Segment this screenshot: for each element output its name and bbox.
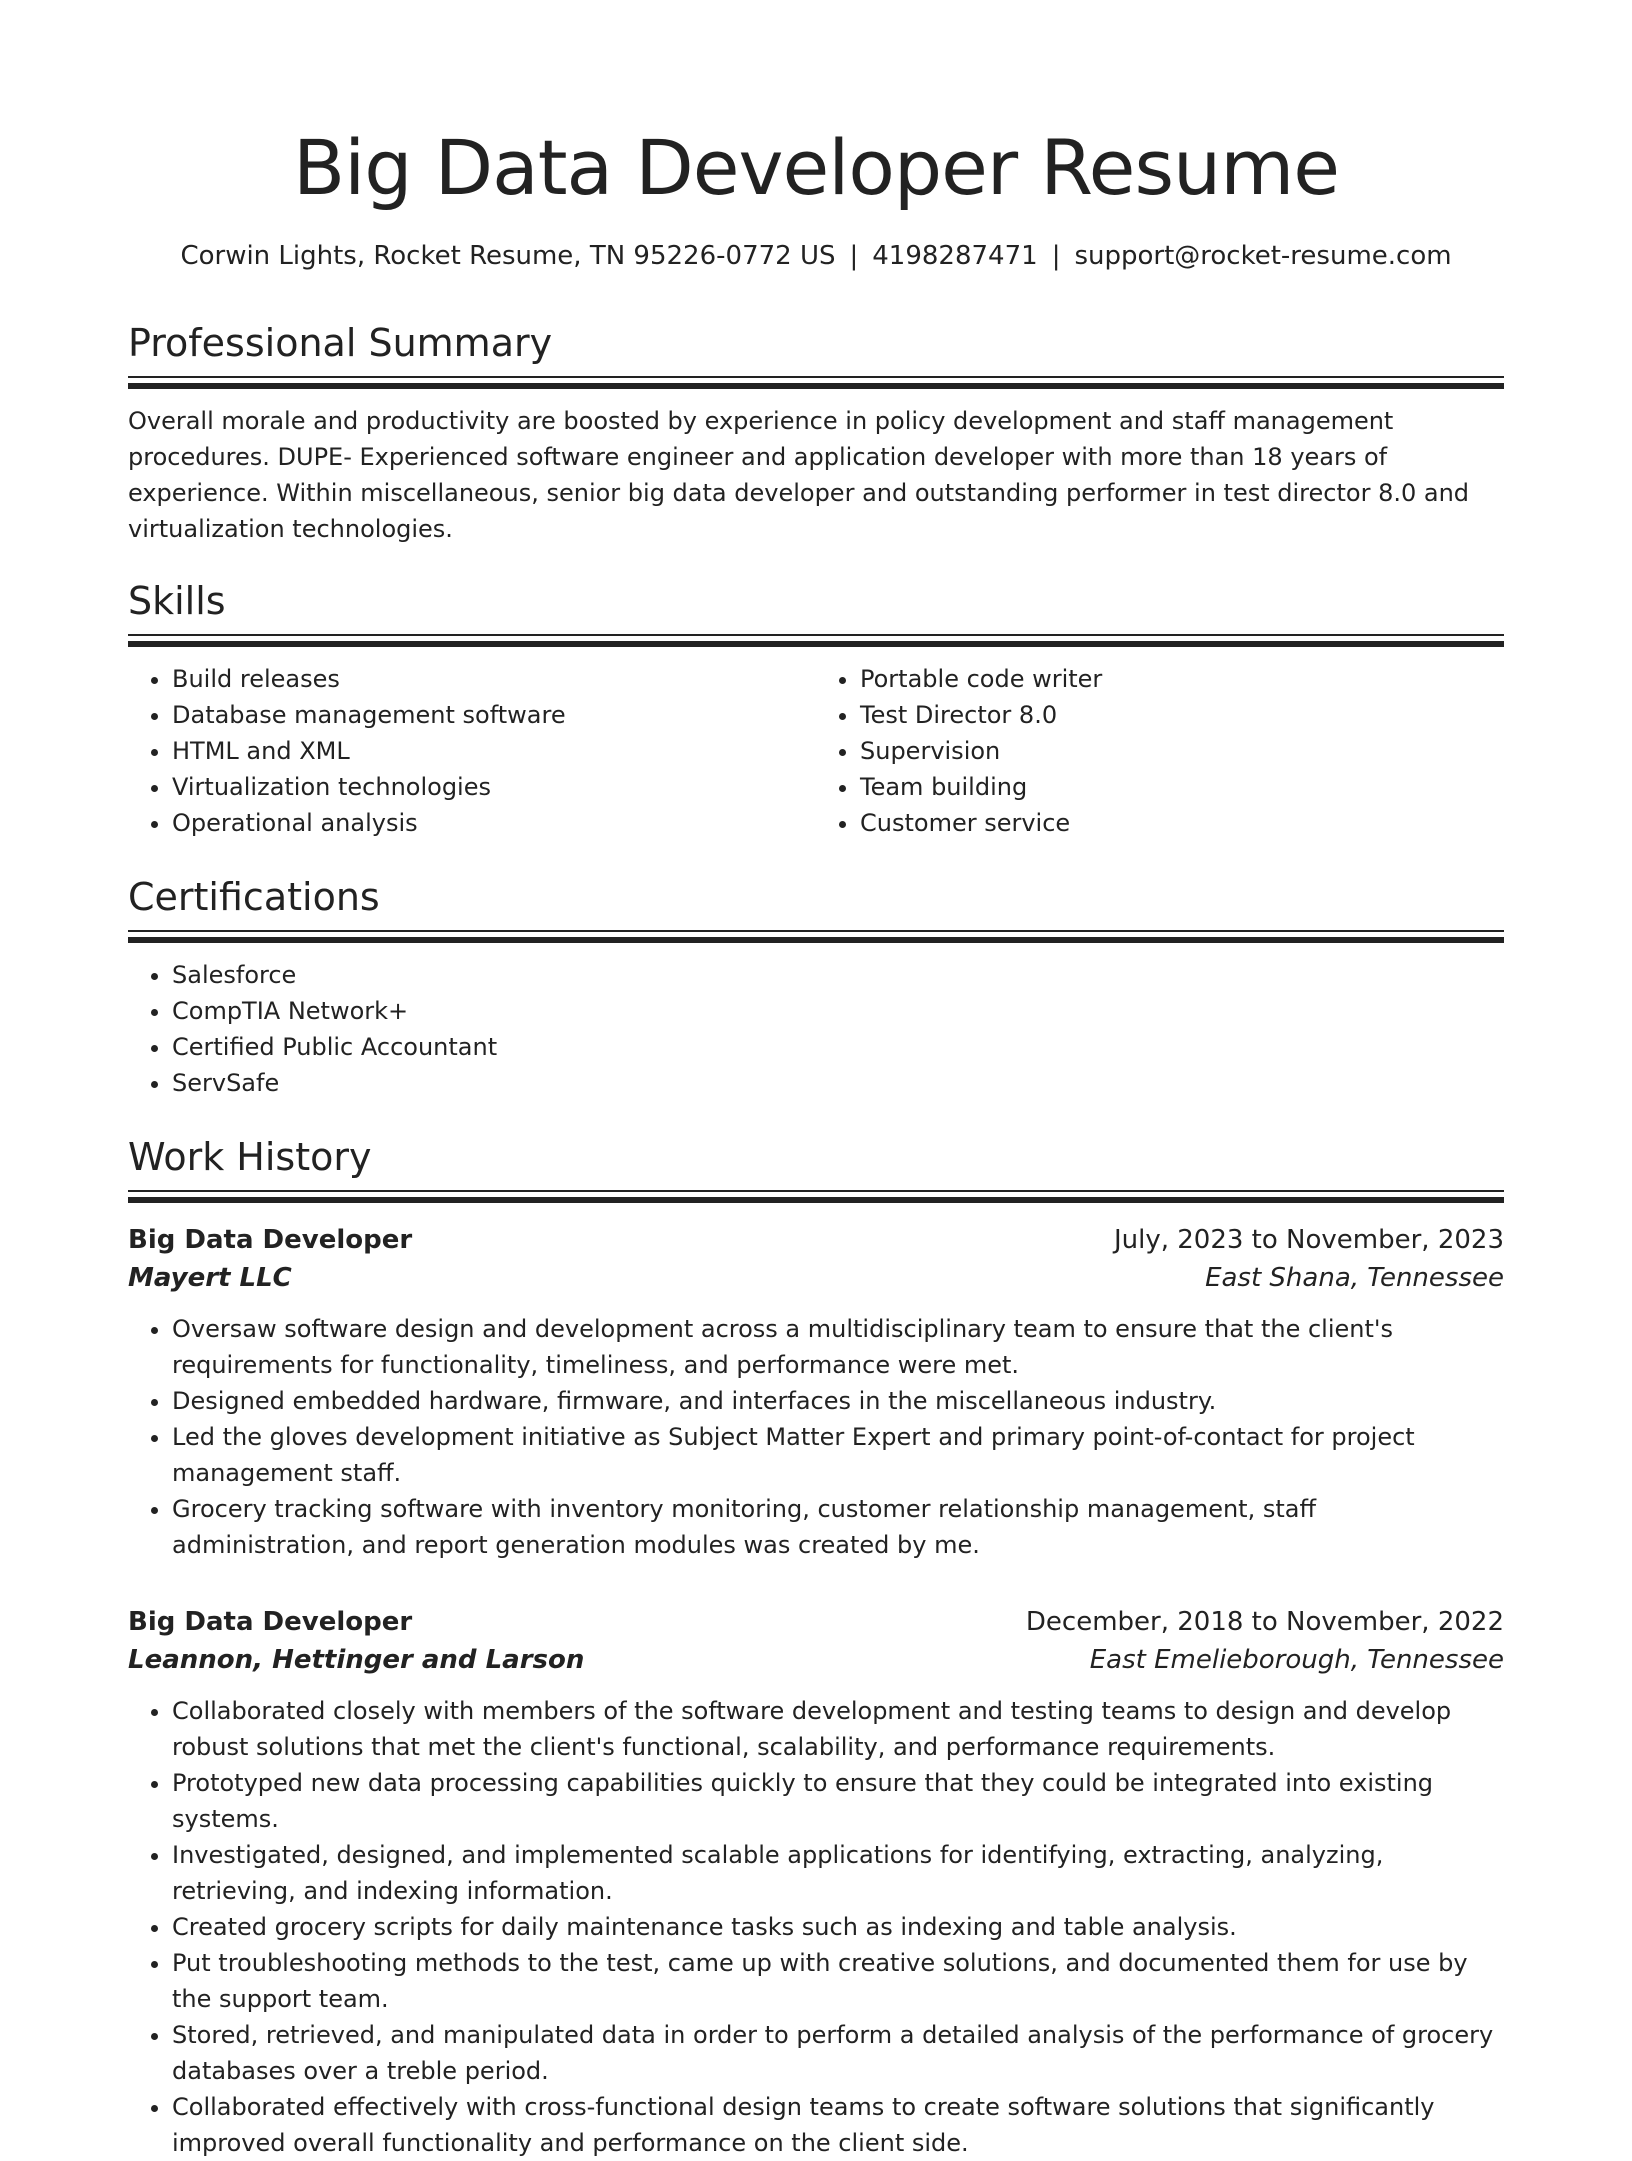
skill-item: • Supervision (860, 733, 1504, 769)
job-bullet: • Collaborated closely with members of the software development and testing teams to design and develop robust solutions that met the client's functional, scalability, and performance requirements. (172, 1693, 1504, 1765)
job-location: East Emelieborough, Tennessee (1089, 1645, 1504, 1675)
skill-item: • Portable code writer (860, 661, 1504, 697)
skill-item: • Team building (860, 769, 1504, 805)
contact-phone: 4198287471 (872, 241, 1038, 271)
skill-item: • HTML and XML (172, 733, 816, 769)
job-company-row (128, 1259, 1504, 1297)
contact-separator: | (1051, 241, 1061, 271)
work-history-heading: Work History (128, 1135, 372, 1179)
summary-text: Overall morale and productivity are boosted by experience in policy development and staff management procedures. DUPE- Experienced software engineer and application developer with more than 18 years of experience. Within miscellaneous, senior big data developer and outstanding performer in test director 8.0 and virtualization technologies. (128, 407, 1470, 543)
job-bullet: • Oversaw software design and development across a multidisciplinary team to ensure that the client's requirements for functionality, timeliness, and performance were met. (172, 1311, 1504, 1383)
certification-item: • Certified Public Accountant (172, 1029, 1504, 1065)
job-bullets (128, 1311, 1504, 1563)
job-bullet: • Designed embedded hardware, firmware, and interfaces in the miscellaneous industry. (172, 1383, 1504, 1419)
job-dates: July, 2023 to November, 2023 (1113, 1225, 1504, 1255)
summary-heading: Professional Summary (128, 321, 553, 365)
contact-line (0, 238, 1632, 274)
job-company-row (128, 1641, 1504, 1679)
certifications-heading: Certifications (128, 875, 380, 919)
job-dates: December, 2018 to November, 2022 (1025, 1607, 1504, 1637)
skills-section (128, 576, 1504, 841)
job-company: Leannon, Hettinger and Larson (128, 1645, 585, 1675)
job-bullet: • Prototyped new data processing capabilities quickly to ensure that they could be integrated into existing systems. (172, 1765, 1504, 1837)
certification-item: • CompTIA Network+ (172, 993, 1504, 1029)
certifications-section (128, 872, 1504, 1101)
job-bullet: • Collaborated effectively with cross-functional design teams to create software solutions that significantly improved overall functionality and performance on the client side. (172, 2089, 1504, 2161)
job-entry (128, 1603, 1504, 2161)
section-divider (128, 1190, 1504, 1203)
job-bullets (128, 1693, 1504, 2161)
skill-item: • Test Director 8.0 (860, 697, 1504, 733)
summary-section (128, 318, 1504, 547)
skill-item: • Operational analysis (172, 805, 816, 841)
job-header-row (128, 1603, 1504, 1641)
job-title: Big Data Developer (128, 1225, 413, 1255)
skills-list-right (816, 661, 1504, 841)
job-title: Big Data Developer (128, 1607, 413, 1637)
section-divider (128, 376, 1504, 389)
skill-item: • Build releases (172, 661, 816, 697)
section-divider (128, 930, 1504, 943)
contact-address: Corwin Lights, Rocket Resume, TN 95226-0772 US (180, 241, 836, 271)
job-bullet: • Led the gloves development initiative as Subject Matter Expert and primary point-of-contact for project management staff. (172, 1419, 1504, 1491)
certifications-list (128, 957, 1504, 1101)
skills-heading: Skills (128, 579, 226, 623)
resume-title: Big Data Developer Resume (292, 123, 1339, 212)
skills-list-left (128, 661, 816, 841)
work-history-section (128, 1132, 1504, 2161)
contact-email: support@rocket-resume.com (1074, 241, 1452, 271)
job-bullet: • Stored, retrieved, and manipulated data in order to perform a detailed analysis of the performance of grocery databases over a treble period. (172, 2017, 1504, 2089)
job-header-row (128, 1221, 1504, 1259)
job-location: East Shana, Tennessee (1205, 1263, 1504, 1293)
job-bullet: • Put troubleshooting methods to the test, came up with creative solutions, and documented them for use by the support team. (172, 1945, 1504, 2017)
job-company: Mayert LLC (128, 1263, 292, 1293)
contact-separator: | (849, 241, 859, 271)
section-divider (128, 634, 1504, 647)
job-bullet: • Grocery tracking software with inventory monitoring, customer relationship management, staff administration, and report generation modules was created by me. (172, 1491, 1504, 1563)
skill-item: • Customer service (860, 805, 1504, 841)
job-bullet: • Investigated, designed, and implemented scalable applications for identifying, extracting, analyzing, retrieving, and indexing information. (172, 1837, 1504, 1909)
certification-item: • ServSafe (172, 1065, 1504, 1101)
skill-item: • Virtualization technologies (172, 769, 816, 805)
skill-item: • Database management software (172, 697, 816, 733)
skills-columns (128, 647, 1504, 841)
certification-item: • Salesforce (172, 957, 1504, 993)
job-bullet: • Created grocery scripts for daily maintenance tasks such as indexing and table analysis. (172, 1909, 1504, 1945)
job-entry (128, 1221, 1504, 1563)
